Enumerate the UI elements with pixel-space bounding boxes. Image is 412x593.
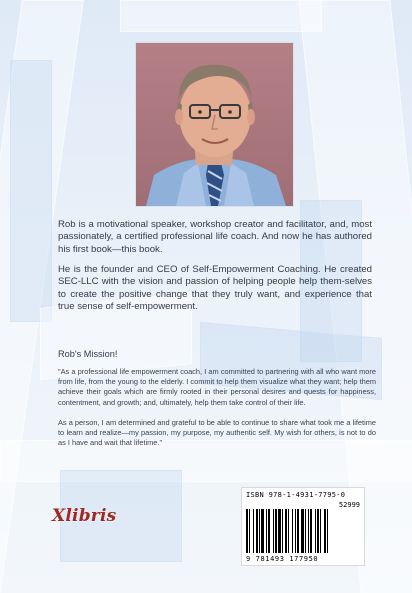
author-portrait-illustration: [136, 43, 293, 206]
isbn-number: ISBN 978-1-4931-7795-0: [246, 491, 346, 499]
bio-paragraph-1: Rob is a motivational speaker, workshop creator and facilitator, and, most passionately, a certified professional life coach. And now he has authored his first book—this book.: [58, 219, 372, 255]
author-photo: [136, 43, 293, 206]
bio-paragraph-2: He is the founder and CEO of Self-Empowerment Coaching. He created SEC-LLC with the vision and passion of helping people help them-selves to create the positive change that they truly want, and experience that true sense of self-empowerment.: [58, 264, 372, 313]
mission-title: Rob's Mission!: [58, 349, 118, 359]
barcode-bars: [246, 509, 360, 553]
price-code: 52999: [338, 501, 360, 509]
ean-number: 9 781493 177950: [246, 555, 319, 563]
mission-quote-2: As a person, I am determined and grateful to be able to continue to share what took me a lifetime to learn and realize—my passion, my purpose, my authentic self. My wish for others, is not to do as I have and wait that lifetime.": [58, 418, 376, 448]
publisher-logo: Xlibris: [52, 506, 117, 526]
isbn-barcode: [241, 487, 365, 566]
mission-quote-1: "As a professional life empowerment coach, I am committed to partnering with all who want more from life, from the young to the elderly. I commit to help them visualize what they want; help them achieve their goals which are firmly rooted in their personal desires and quests for happiness, contentment, and growth; and, ultimately, help them take control of their life.: [58, 367, 376, 407]
